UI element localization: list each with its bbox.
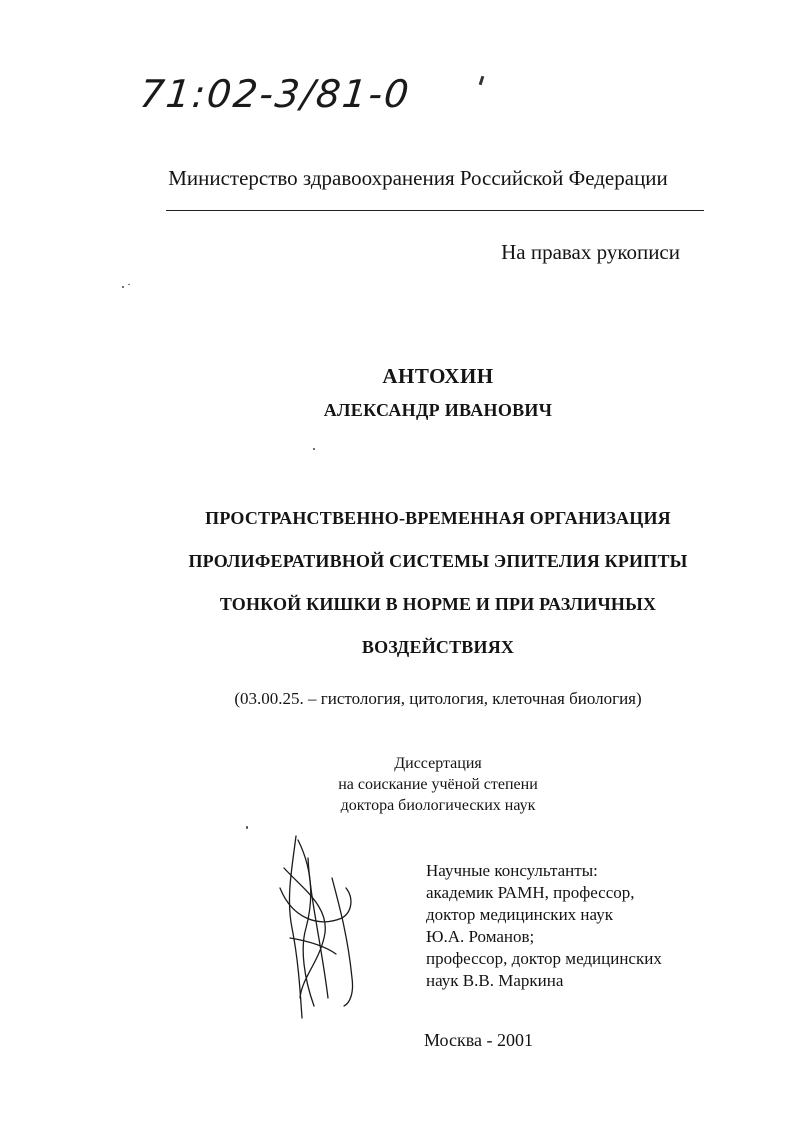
author-signature (262, 828, 372, 1028)
degree-line: Диссертация (394, 755, 482, 772)
author-surname: АНТОХИН (382, 364, 494, 388)
scan-speck (313, 448, 315, 450)
consultants-line: Ю.А. Романов; (426, 927, 535, 946)
scientific-consultants (426, 860, 662, 992)
consultants-line: наук В.В. Маркина (426, 971, 564, 990)
degree-statement (0, 753, 793, 816)
scan-speck (128, 284, 130, 285)
rights-notice: На правах рукописи (501, 240, 680, 264)
dissertation-title (0, 497, 793, 669)
archive-code-handwritten: 71:02-3/81-0 (137, 72, 413, 116)
title-line: ТОНКОЙ КИШКИ В НОРМЕ И ПРИ РАЗЛИЧНЫХ (219, 594, 657, 614)
city-year: Москва - 2001 (424, 1030, 533, 1050)
header-divider (166, 210, 704, 211)
consultants-line: доктор медицинских наук (426, 905, 613, 924)
degree-line: на соискание учёной степени (338, 776, 538, 793)
author-given-names: АЛЕКСАНДР ИВАНОВИЧ (323, 400, 553, 420)
title-line: ПРОСТРАНСТВЕННО-ВРЕМЕННАЯ ОРГАНИЗАЦИЯ (205, 508, 671, 528)
title-line: ВОЗДЕЙСТВИЯХ (361, 637, 515, 657)
ministry-header: Министерство здравоохранения Российской Федерации (168, 166, 668, 190)
consultants-line: профессор, доктор медицинских (426, 949, 662, 968)
consultants-line: академик РАМН, профессор, (426, 883, 635, 902)
title-line: ПРОЛИФЕРАТИВНОЙ СИСТЕМЫ ЭПИТЕЛИЯ КРИПТЫ (188, 551, 688, 571)
pen-tick-mark (479, 76, 485, 85)
scan-speck (122, 286, 124, 288)
scan-speck (246, 826, 248, 829)
degree-line: доктора биологических наук (340, 797, 536, 814)
consultants-line: Научные консультанты: (426, 861, 598, 880)
specialty-code: (03.00.25. – гистология, цитология, клеточная биология) (234, 689, 642, 708)
